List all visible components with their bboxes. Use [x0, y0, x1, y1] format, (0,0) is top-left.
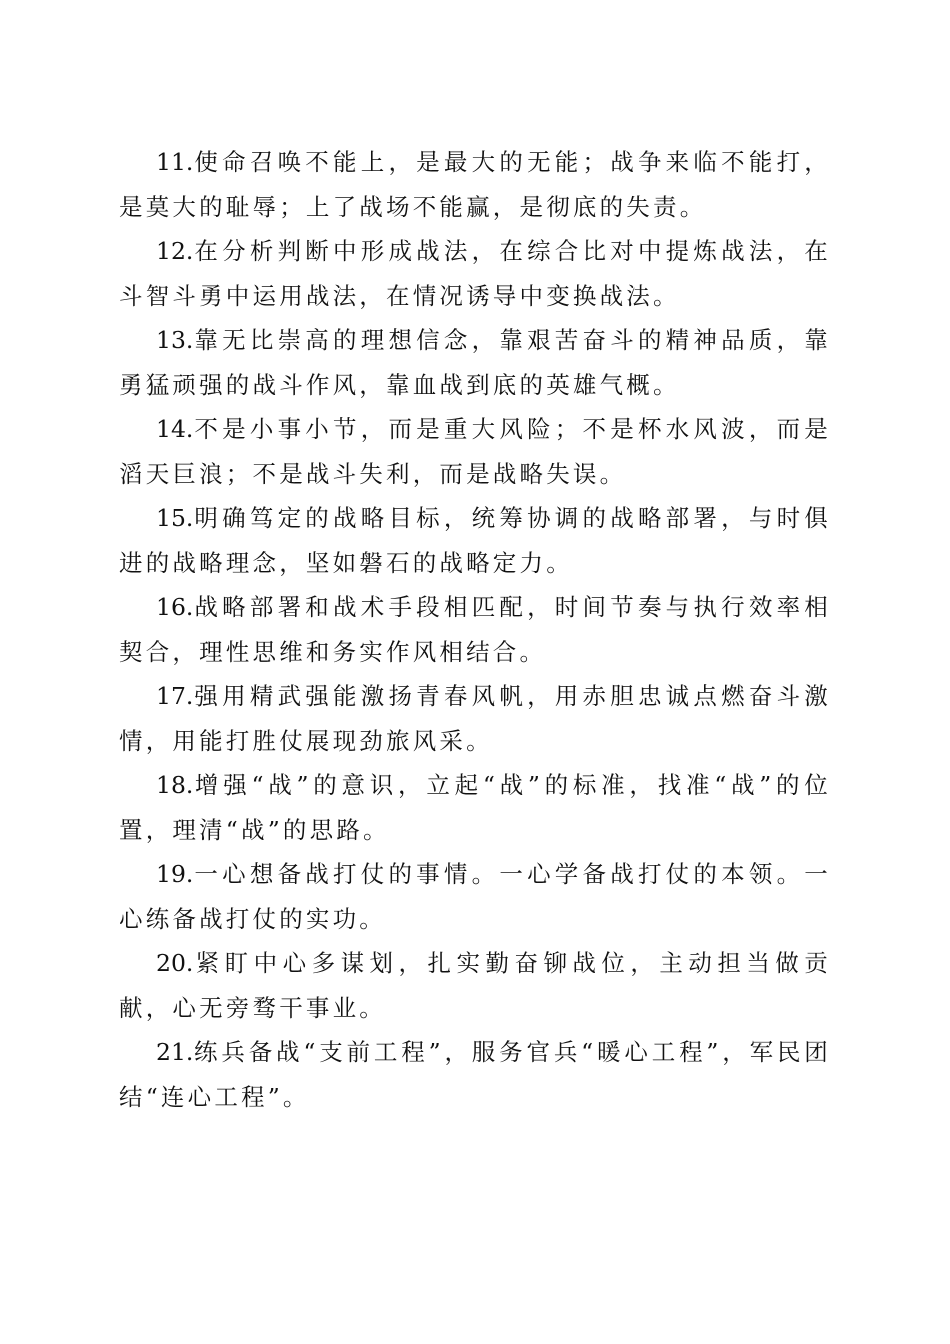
- paragraph-number: 12.: [156, 237, 194, 265]
- paragraph-number: 15.: [156, 504, 194, 532]
- document-body: [119, 140, 831, 1119]
- paragraph-18: [119, 763, 831, 852]
- paragraph-15: [119, 496, 831, 585]
- paragraph-text: 一心想备战打仗的事情。一心学备战打仗的本领。一心练备战打仗的实功。: [119, 860, 831, 933]
- paragraph-text: 明确笃定的战略目标，统筹协调的战略部署，与时俱进的战略理念，坚如磐石的战略定力。: [119, 504, 831, 577]
- paragraph-text: 练兵备战“支前工程”，服务官兵“暖心工程”，军民团结“连心工程”。: [119, 1038, 831, 1111]
- paragraph-14: [119, 407, 831, 496]
- paragraph-text: 强用精武强能激扬青春风帆，用赤胆忠诚点燃奋斗激情，用能打胜仗展现劲旅风采。: [119, 682, 831, 755]
- paragraph-text: 战略部署和战术手段相匹配，时间节奏与执行效率相契合，理性思维和务实作风相结合。: [119, 593, 831, 666]
- paragraph-12: [119, 229, 831, 318]
- paragraph-16: [119, 585, 831, 674]
- paragraph-number: 17.: [156, 682, 194, 710]
- paragraph-text: 不是小事小节，而是重大风险；不是杯水风波，而是滔天巨浪；不是战斗失利，而是战略失误。: [119, 415, 831, 488]
- paragraph-13: [119, 318, 831, 407]
- paragraph-text: 在分析判断中形成战法，在综合比对中提炼战法，在斗智斗勇中运用战法，在情况诱导中变换战法。: [119, 237, 831, 310]
- paragraph-19: [119, 852, 831, 941]
- paragraph-text: 增强“战”的意识，立起“战”的标准，找准“战”的位置，理清“战”的思路。: [119, 771, 831, 844]
- paragraph-21: [119, 1030, 831, 1119]
- paragraph-20: [119, 941, 831, 1030]
- paragraph-17: [119, 674, 831, 763]
- paragraph-number: 19.: [156, 860, 194, 888]
- paragraph-text: 使命召唤不能上，是最大的无能；战争来临不能打，是莫大的耻辱；上了战场不能赢，是彻底的失责。: [119, 148, 831, 221]
- paragraph-number: 11.: [156, 148, 194, 176]
- paragraph-text: 紧盯中心多谋划，扎实勤奋铆战位，主动担当做贡献，心无旁骛干事业。: [119, 949, 831, 1022]
- paragraph-number: 18.: [156, 771, 194, 799]
- paragraph-number: 13.: [156, 326, 194, 354]
- paragraph-number: 14.: [156, 415, 194, 443]
- paragraph-number: 20.: [156, 949, 194, 977]
- paragraph-11: [119, 140, 831, 229]
- paragraph-number: 21.: [156, 1038, 194, 1066]
- paragraph-number: 16.: [156, 593, 194, 621]
- paragraph-text: 靠无比崇高的理想信念，靠艰苦奋斗的精神品质，靠勇猛顽强的战斗作风，靠血战到底的英雄气概。: [119, 326, 831, 399]
